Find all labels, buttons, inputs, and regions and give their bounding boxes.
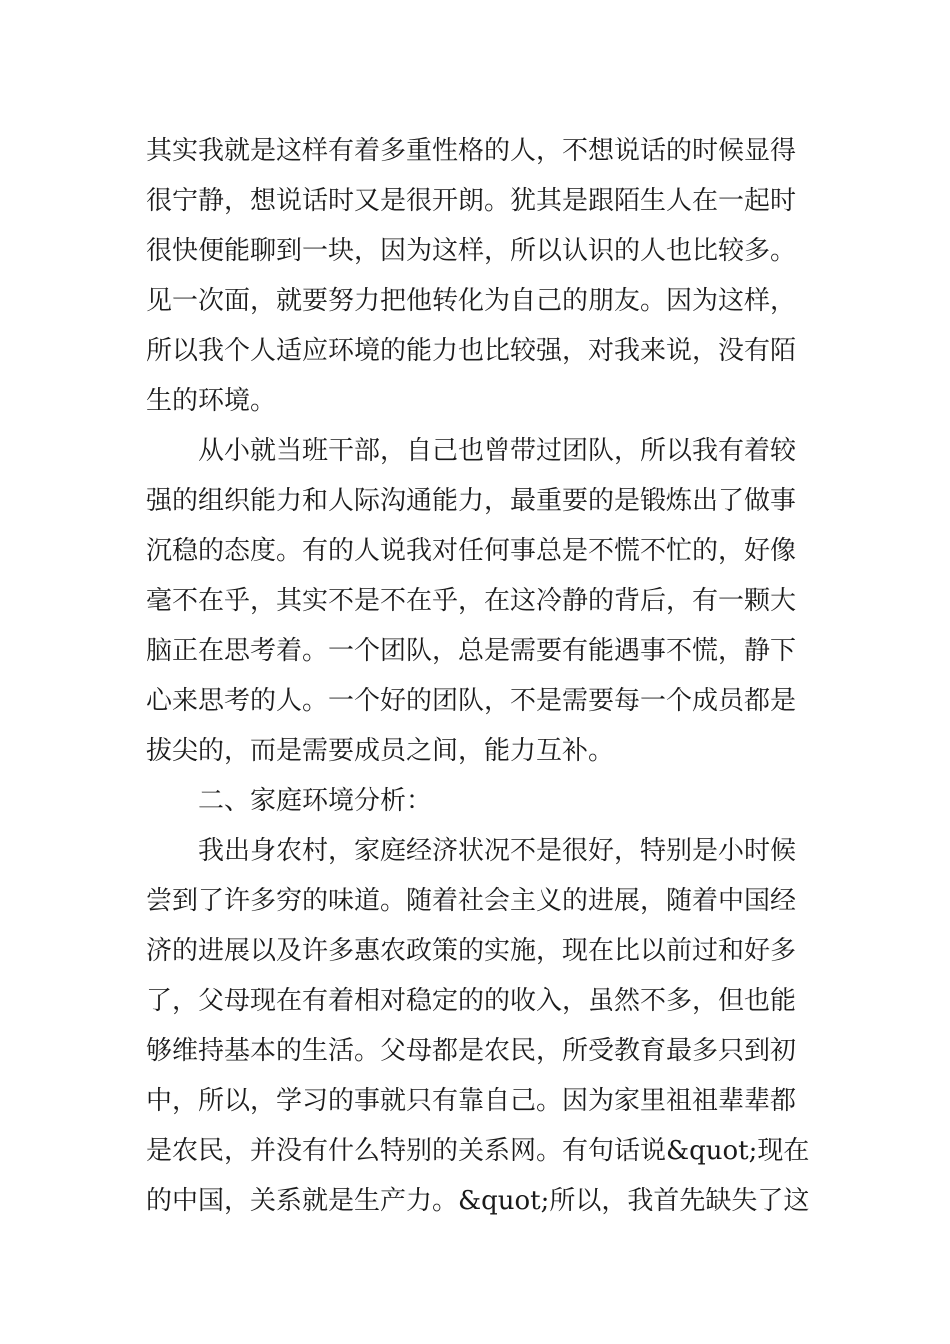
text-line: 济的进展以及许多惠农政策的实施，现在比以前过和好多: [146, 936, 797, 966]
text-line: 是农民，并没有什么特别的关系网。有句话说&quot;现在: [146, 1136, 810, 1166]
text-line: 强的组织能力和人际沟通能力，最重要的是锻炼出了做事: [146, 486, 797, 516]
text-line: 尝到了许多穷的味道。随着社会主义的进展，随着中国经: [146, 886, 797, 916]
section-heading: 二、家庭环境分析：: [146, 786, 433, 816]
text-line: 所以我个人适应环境的能力也比较强，对我来说，没有陌: [146, 336, 797, 366]
text-line: 毫不在乎，其实不是不在乎，在这冷静的背后，有一颗大: [146, 586, 797, 616]
text-line: 脑正在思考着。一个团队，总是需要有能遇事不慌，静下: [146, 636, 797, 666]
text-line: 中，所以，学习的事就只有靠自己。因为家里祖祖辈辈都: [146, 1086, 797, 1116]
text-line: 的中国，关系就是生产力。&quot;所以，我首先缺失了这: [146, 1186, 810, 1216]
text-line: 心来思考的人。一个好的团队，不是需要每一个成员都是: [146, 686, 797, 716]
text-line: 了，父母现在有着相对稳定的的收入，虽然不多，但也能: [146, 986, 797, 1016]
body-text: [146, 126, 808, 1226]
text-line: 沉稳的态度。有的人说我对任何事总是不慌不忙的，好像: [146, 536, 797, 566]
text-line: 从小就当班干部，自己也曾带过团队，所以我有着较: [146, 436, 797, 466]
text-line: 其实我就是这样有着多重性格的人，不想说话的时候显得: [146, 136, 797, 166]
text-line: 够维持基本的生活。父母都是农民，所受教育最多只到初: [146, 1036, 797, 1066]
text-line: 拔尖的，而是需要成员之间，能力互补。: [146, 736, 615, 766]
text-line: 见一次面，就要努力把他转化为自己的朋友。因为这样，: [146, 286, 797, 316]
text-line: 很快便能聊到一块，因为这样，所以认识的人也比较多。: [146, 236, 797, 266]
text-line: 很宁静，想说话时又是很开朗。犹其是跟陌生人在一起时: [146, 186, 797, 216]
text-line: 我出身农村，家庭经济状况不是很好，特别是小时候: [146, 836, 797, 866]
text-line: 生的环境。: [146, 386, 277, 416]
